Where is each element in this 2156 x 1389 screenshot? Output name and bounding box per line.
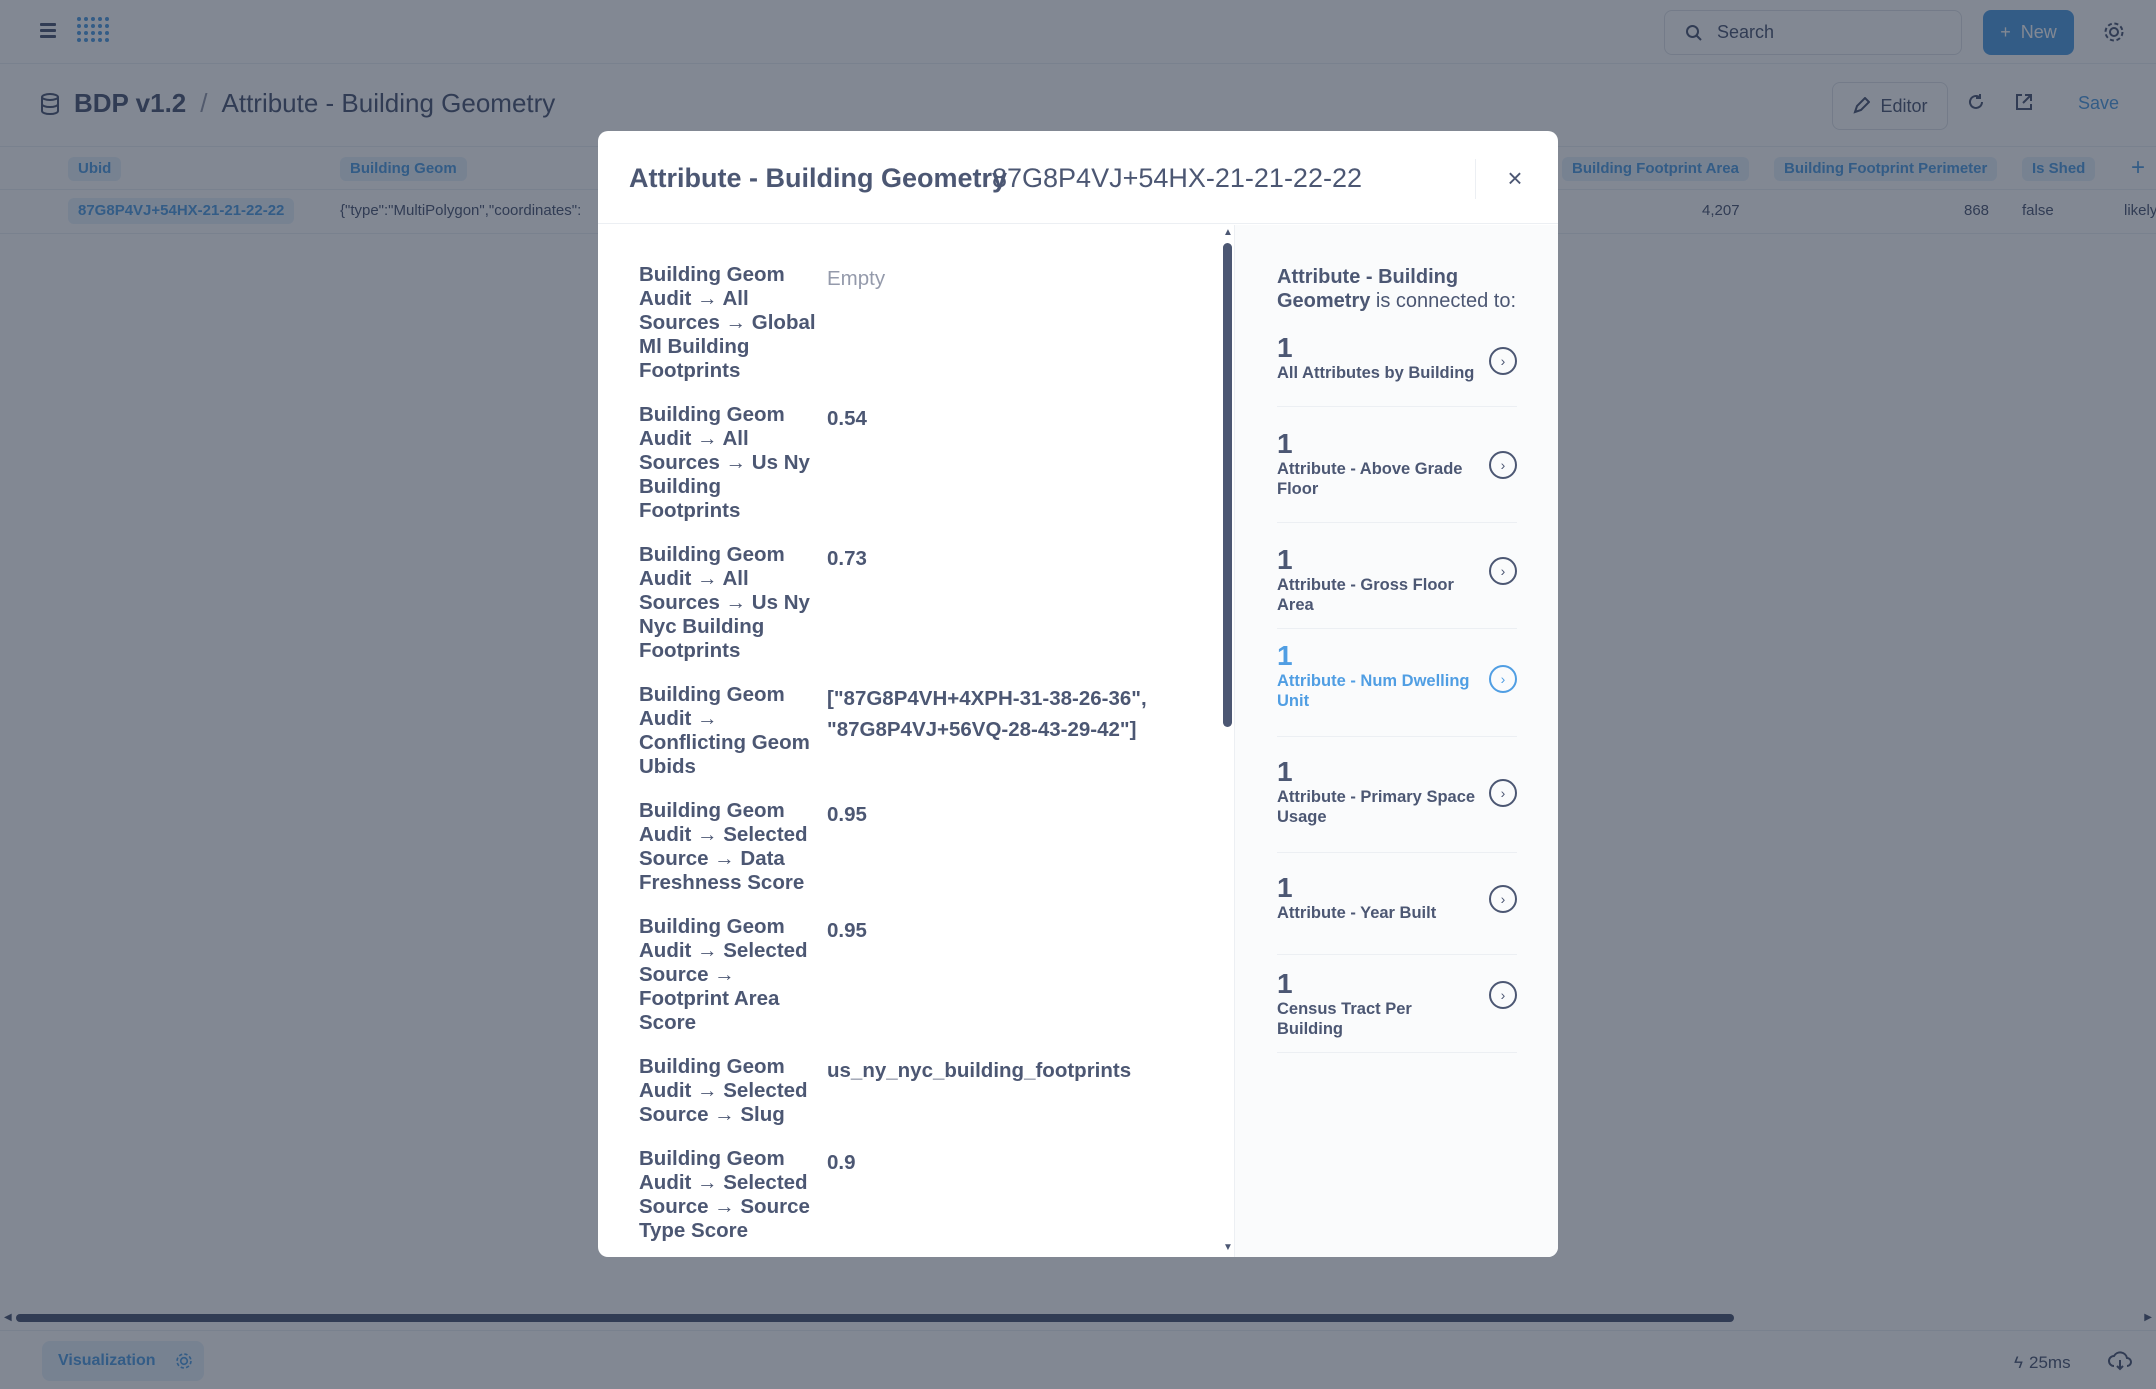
relationship-item[interactable] [1277, 429, 1517, 523]
field-value[interactable]: 0.9 [827, 1151, 856, 1174]
field-value[interactable]: us_ny_nyc_building_footprints [827, 1059, 1132, 1082]
chevron-right-icon[interactable]: › [1489, 347, 1517, 375]
relationship-label: Attribute - Primary Space Usage [1277, 788, 1476, 826]
modal-header [598, 131, 1558, 224]
relationship-label: Attribute - Year Built [1277, 904, 1437, 922]
field-value[interactable]: 0.54 [827, 407, 867, 430]
scroll-down-arrow-icon[interactable]: ▼ [1223, 1242, 1233, 1253]
chevron-right-icon[interactable]: › [1489, 981, 1517, 1009]
field-row [639, 915, 1199, 1035]
relationship-item[interactable] [1277, 969, 1517, 1053]
field-row [639, 543, 1199, 663]
field-row [639, 403, 1199, 523]
relationship-label: Census Tract Per Building [1277, 1000, 1412, 1038]
field-row [639, 1147, 1199, 1243]
field-name: Building Geom Audit → Selected Source → Source Type Score [639, 1147, 810, 1242]
field-row [639, 263, 1199, 383]
scrollbar-thumb[interactable] [1223, 243, 1232, 727]
relationship-count: 1 [1277, 428, 1293, 459]
field-name: Building Geom Audit → All Sources → Us Ny Building Footprints [639, 403, 810, 522]
relationship-label: Attribute - Gross Floor Area [1277, 576, 1454, 614]
relationship-label: Attribute - Num Dwelling Unit [1277, 672, 1470, 710]
relationship-label: Attribute - Above Grade Floor [1277, 460, 1463, 498]
relationship-count: 1 [1277, 544, 1293, 575]
field-value[interactable]: 0.73 [827, 547, 867, 570]
relationship-count: 1 [1277, 872, 1293, 903]
field-row [639, 799, 1199, 895]
relationship-label: All Attributes by Building [1277, 364, 1475, 382]
modal-record-id: 87G8P4VJ+54HX-21-21-22-22 [992, 163, 1362, 193]
object-detail-modal [598, 131, 1558, 1257]
chevron-right-icon[interactable]: › [1489, 557, 1517, 585]
chevron-right-icon[interactable]: › [1489, 779, 1517, 807]
field-name: Building Geom Audit → All Sources → Us Ny Nyc Building Footprints [639, 543, 810, 662]
field-value[interactable]: ["87G8P4VH+4XPH-31-38-26-36", "87G8P4VJ+56VQ-28-43-29-42"] [827, 687, 1147, 741]
chevron-right-icon[interactable]: › [1489, 885, 1517, 913]
field-name: Building Geom Audit → Selected Source → Footprint Area Score [639, 915, 808, 1034]
chevron-right-icon[interactable]: › [1489, 451, 1517, 479]
field-value[interactable]: 0.95 [827, 919, 867, 942]
relationship-item[interactable] [1277, 641, 1517, 737]
field-row [639, 683, 1199, 779]
relationship-item[interactable] [1277, 757, 1517, 853]
field-name: Building Geom Audit → All Sources → Global Ml Building Footprints [639, 263, 816, 382]
close-icon[interactable]: × [1507, 163, 1523, 193]
header-divider [1475, 159, 1476, 199]
modal-title: Attribute - Building Geometry [629, 163, 1007, 193]
relationship-count: 1 [1277, 332, 1293, 363]
relationship-item[interactable] [1277, 333, 1517, 407]
field-list[interactable] [598, 225, 1230, 1257]
field-name: Building Geom Audit → Selected Source → Slug [639, 1055, 808, 1126]
relationship-item[interactable] [1277, 873, 1517, 955]
field-value[interactable]: 0.95 [827, 803, 867, 826]
scroll-up-arrow-icon[interactable]: ▲ [1223, 227, 1233, 238]
relationships-heading: Attribute - Building Geometry is connected to: [1277, 266, 1517, 312]
relationship-item[interactable] [1277, 545, 1517, 629]
chevron-right-icon[interactable]: › [1489, 665, 1517, 693]
relationship-count: 1 [1277, 756, 1293, 787]
vertical-scrollbar[interactable] [1220, 225, 1234, 1257]
field-value[interactable]: Empty [827, 267, 886, 290]
field-name: Building Geom Audit → Conflicting Geom Ubids [639, 683, 810, 778]
relationship-count: 1 [1277, 968, 1293, 999]
relationships-panel [1234, 225, 1558, 1257]
field-name: Building Geom Audit → Selected Source → Data Freshness Score [639, 799, 808, 894]
relationship-count: 1 [1277, 640, 1293, 671]
field-row [639, 1055, 1199, 1127]
